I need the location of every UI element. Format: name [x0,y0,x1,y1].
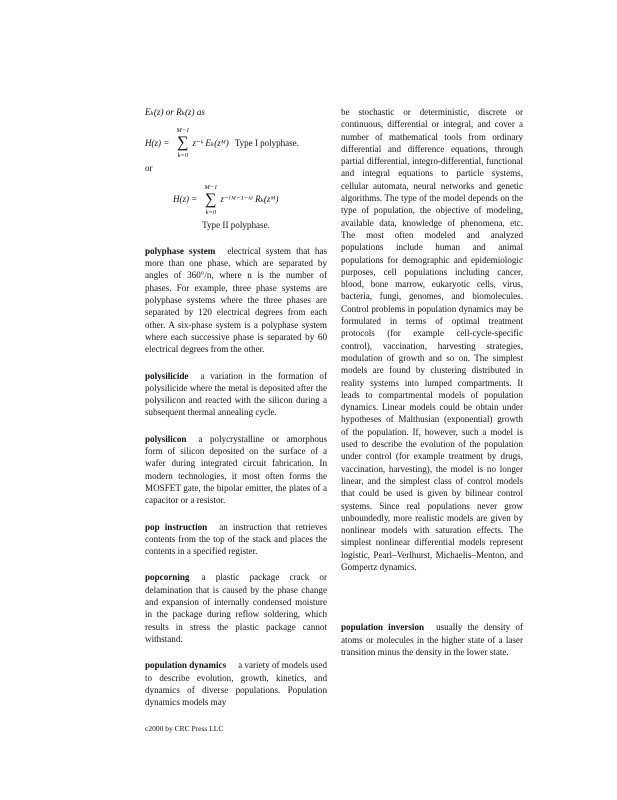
eq1-sum-top: M−1 [176,127,190,135]
equation-type-1 [145,126,327,160]
left-column [145,106,327,708]
entry-definition: a polycrystalline or amorphous form of silicon deposited on the surface of a wafer during integrated circuit fabrication. In modern technologies, it most often forms the MOSFET gate, the bipolar emitter, the plates of a capacitor or a resistor. [145,433,327,506]
entry-polysilicon [145,433,327,507]
eq2-body: z⁻⁽ᴹ⁻¹⁻ᵏ⁾ Rₖ(zᴹ) [220,194,279,205]
intro-text: Eₖ(z) or Rₖ(z) as [145,107,205,117]
entry-term: population dynamics [145,660,227,671]
eq1-body: z⁻ᵏ Eₖ(zᴹ) [192,138,229,149]
entry-definition: a plastic package crack or delamination that is caused by the phase change and expansion of internally condensed moisture in the package during reflow soldering, which results in stress the plastic package cannot withstand. [145,572,327,644]
entry-definition: a variation in the formation of polysilicide where the metal is deposited after the polysilicon and reacted with the silicon during a subsequent thermal annealing cycle. [145,370,327,418]
entry-term: pop instruction [145,521,208,532]
entry-population-inversion [341,621,523,658]
entry-polyphase-system [145,245,327,356]
eq2-lhs: H(z) = [173,194,198,205]
entry-term: polyphase system [145,245,216,256]
entry-definition: usually the density of atoms or molecules in the higher state of a laser transition minus the density in the lower state. [341,622,523,657]
entry-term: polysilicon [145,433,187,444]
entry-term: popcorning [145,572,190,583]
copyright-footer: c2000 by CRC Press LLC [145,724,224,733]
entry-population-dynamics [145,659,327,708]
sigma-symbol: ∑ [205,190,217,208]
eq1-sum-bottom: k=0 [177,152,189,160]
entry-popcorning [145,571,327,645]
eq2-tag: Type II polyphase. [202,219,270,230]
entry-pop-instruction [145,521,327,558]
or-text: or [145,163,153,174]
sigma-symbol: ∑ [177,134,189,152]
equation-type-2 [173,183,327,217]
entry-definition: electrical system that has more than one phase, which are separated by angles of 360°/n, where n is the number of phases. For example, three phase systems are polyphase systems where the three phases are separated by 120 electrical degrees from each other. A six-phase system is a polyphase system where each successive phase is separated by 60 electrical degrees from the other. [145,245,328,355]
population-dynamics-continuation: be stochastic or deterministic, discrete or continuous, differential or integral, and cover a number of mathematical tools from ordinary differential and difference equations, through partial differential, integro-differential, functional and integral equations to particle systems, cellular automata, neural networks and genetic algorithms. The type of the model depends on the type of population, the objective of modeling, available data, knowledge of phenomena, etc. The most often modeled and analyzed populations include human and animal populations for demographic and epidemiologic purposes, cell populations including cancer, blood, bone marrow, eukaryotic cells, virus, bacteria, fungi, genomes, and biomolecules. Control problems in population dynamics may be formulated in terms of optimal treatment protocols (for example cell-cycle-specific control), vaccination, harvesting strategies, modulation of growth and so on. The simplest models are found by clustering distributed in reality systems into lumped compartments. It leads to compartmental models of population dynamics. Linear models could be obtain under hypotheses of Malthusian (exponential) growth of the population. If, however, such a model is used to describe the evolution of the population under control (for example treatment by drugs, vaccination, harvesting), the model is no longer linear, and the simplest class of control models that could be used is given by bilinear control systems. Since real populations never grow unboundedly, more realistic models are given by nonlinear models with saturation effects. The simplest nonlinear differential models represent logistic, Pearl–Verlhurst, Michaelis–Menton, and Gompertz dynamics. [341,107,523,572]
entry-term: population inversion [341,622,425,633]
entry-term: polysilicide [145,370,189,381]
eq2-sum [204,183,217,217]
eq1-lhs: H(z) = [145,138,170,149]
eq1-sum [176,126,189,160]
right-column [341,106,523,658]
entry-definition: an instruction that retrieves contents from the top of the stack and places the contents in a specified register. [145,521,327,557]
eq2-sum-bottom: k=0 [205,208,217,216]
entry-definition: a variety of models used to describe evolution, growth, kinetics, and dynamics of diverse populations. Population dynamics models may [145,660,328,708]
entry-polysilicide [145,370,327,419]
eq1-tag: Type I polyphase. [234,138,299,149]
eq2-sum-top: M−1 [204,183,218,191]
